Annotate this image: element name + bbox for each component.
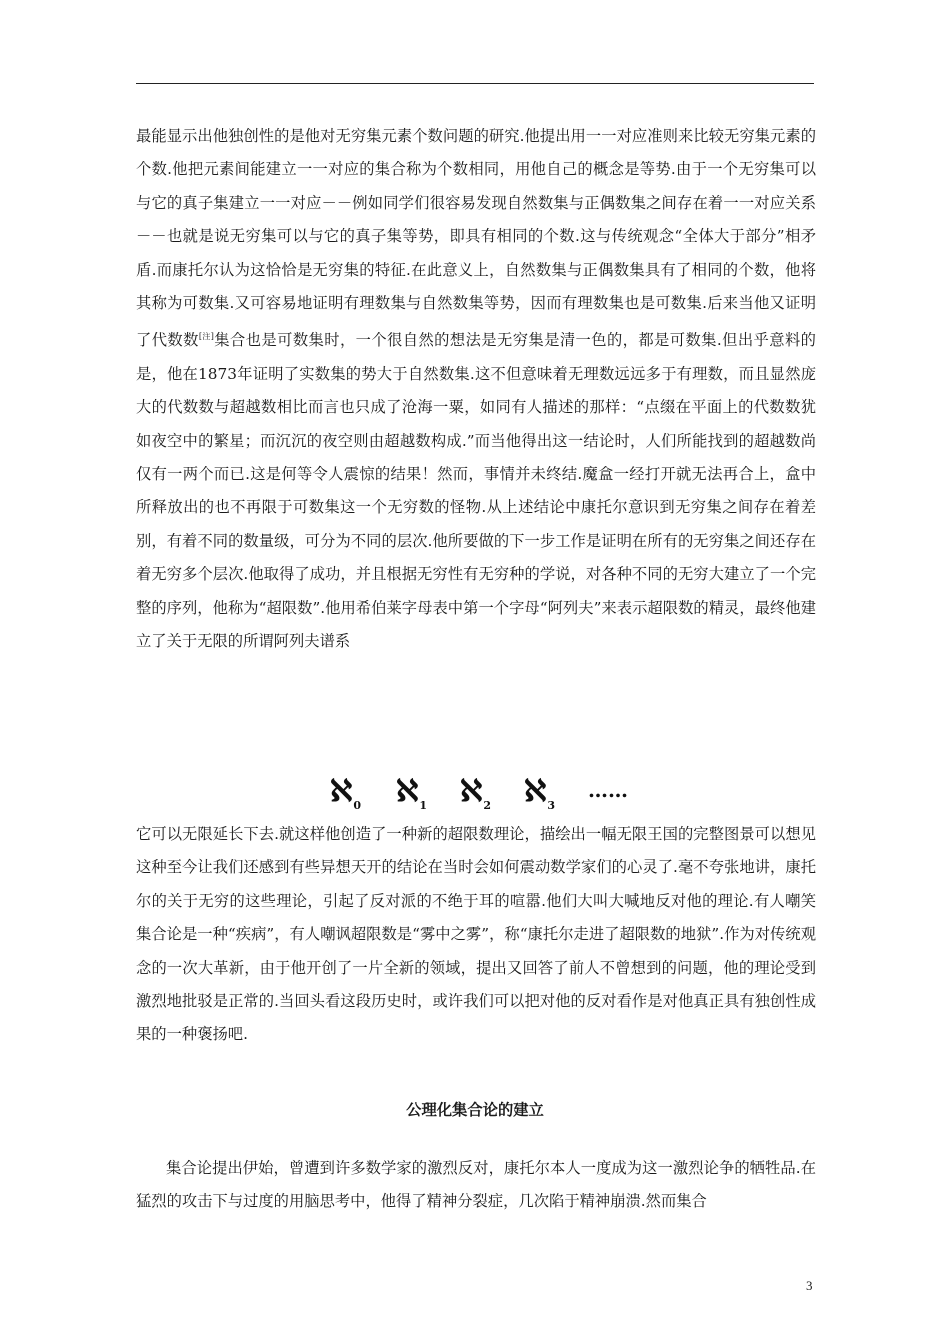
aleph-symbol: ℵ	[460, 774, 483, 809]
aleph-0	[330, 772, 361, 812]
aleph-3	[524, 772, 555, 812]
aleph-subscript: 3	[547, 799, 556, 812]
aleph-symbol: ℵ	[396, 774, 419, 809]
aleph-ellipsis: ……	[588, 778, 628, 802]
footnote-marker: [注]	[198, 332, 214, 342]
page-number: 3	[806, 1278, 813, 1293]
aleph-subscript: 1	[419, 799, 428, 812]
aleph-subscript: 0	[353, 799, 362, 812]
paragraph-text-part2: 集合也是可数集时，一个很自然的想法是无穷集是清一色的，都是可数集.但出乎意料的是，他在1873年证明了实数集的势大于自然数集.这不但意味着无理数远远多于有理数，而且显然庞大的代数数与超越数相比而言也只成了沧海一粟，如同有人描述的那样：“点缀在平面上的代数数犹如夜空中的繁星；而沉沉的夜空则由超越数构成.”而当他得出这一结论时，人们所能找到的超越数尚仅有一两个而已.这是何等令人震惊的结果！然而，事情并未终结.魔盒一经打开就无法再合上，盒中所释放出的也不再限于可数集这一个无穷数的怪物.从上述结论中康托尔意识到无穷集之间存在着差别，有着不同的数量级，可分为不同的层次.他所要做的下一步工作是证明在所有的无穷集之间还存在着无穷多个层次.他取得了成功，并且根据无穷性有无穷种的学说，对各种不同的无穷大建立了一个完整的序列，他称为“超限数”.他用希伯莱字母表中第一个字母“阿列夫”来表示超限数的精灵，最终他建立了关于无限的所谓阿列夫谱系	[136, 331, 816, 651]
paragraph-cantor-cardinality	[136, 120, 816, 659]
aleph-symbol: ℵ	[330, 774, 353, 809]
aleph-1	[396, 772, 427, 812]
aleph-symbol: ℵ	[524, 774, 547, 809]
header-rule	[136, 83, 814, 84]
paragraph-text-part1: 最能显示出他独创性的是他对无穷集元素个数问题的研究.他提出用一一对应准则来比较无穷集元素的个数.他把元素间能建立一一对应的集合称为个数相同，用他自己的概念是等势.由于一个无穷集可以与它的真子集建立一一对应－－例如同学们很容易发现自然数集与正偶数集之间存在着一一对应关系－－也就是说无穷集可以与它的真子集等势，即具有相同的个数.这与传统观念“全体大于部分”相矛盾.而康托尔认为这恰恰是无穷集的特征.在此意义上，自然数集与正偶数集具有了相同的个数，他将其称为可数集.又可容易地证明有理数集与自然数集等势，因而有理数集也是可数集.后来当他又证明了代数数	[136, 127, 816, 350]
aleph-subscript: 2	[483, 799, 492, 812]
aleph-2	[460, 772, 491, 812]
paragraph-axiomatic-set-theory: 集合论提出伊始，曾遭到许多数学家的激烈反对，康托尔本人一度成为这一激烈论争的牺牲品.在猛烈的攻击下与过度的用脑思考中，他得了精神分裂症，几次陷于精神崩溃.然而集合	[136, 1159, 816, 1211]
paragraph-transfinite-theory: 它可以无限延长下去.就这样他创造了一种新的超限数理论，描绘出一幅无限王国的完整图景可以想见这种至今让我们还感到有些异想天开的结论在当时会如何震动数学家们的心灵了.毫不夸张地讲，康托尔的关于无穷的这些理论，引起了反对派的不绝于耳的喧嚣.他们大叫大喊地反对他的理论.有人嘲笑集合论是一种“疾病”，有人嘲讽超限数是“雾中之雾”，称“康托尔走进了超限数的地狱”.作为对传统观念的一次大革新，由于他开创了一片全新的领域，提出又回答了前人不曾想到的问题，他的理论受到激烈地批驳是正常的.当回头看这段历史时，或许我们可以把对他的反对看作是对他真正具有独创性成果的一种褒扬吧.	[136, 825, 816, 1044]
section-heading: 公理化集合论的建立	[406, 1101, 544, 1119]
